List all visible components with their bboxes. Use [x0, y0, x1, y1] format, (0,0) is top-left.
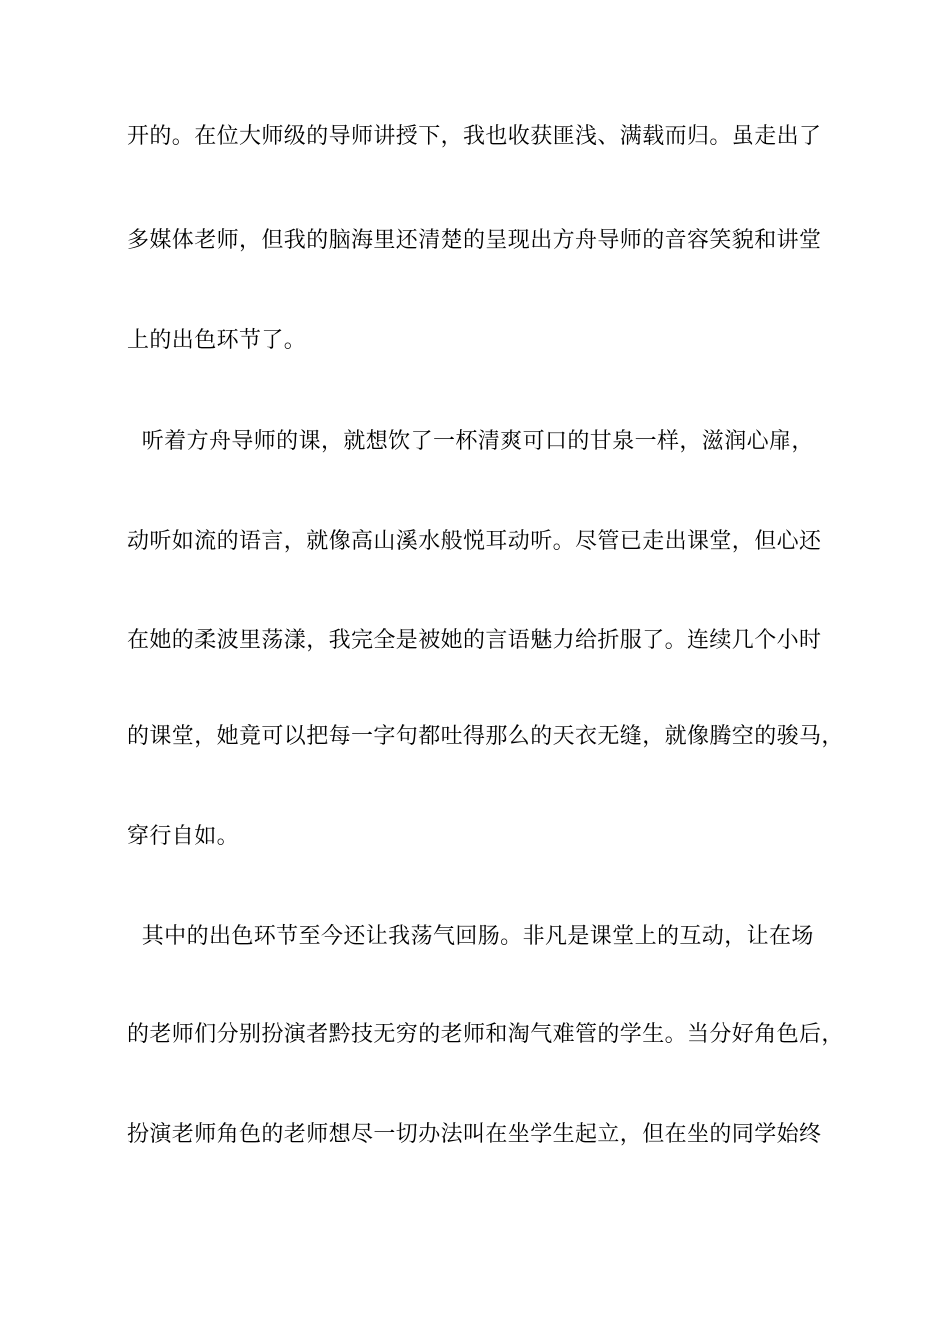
text-line-4: 听着方舟导师的课，就想饮了一杯清爽可口的甘泉一样，滋润心扉，: [127, 429, 814, 454]
text-line-3: 上的出色环节了。: [127, 328, 307, 353]
text-line-1: 开的。在位大师级的导师讲授下，我也收获匪浅、满载而归。虽走出了: [127, 124, 822, 149]
text-line-2: 多媒体老师，但我的脑海里还清楚的呈现出方舟导师的音容笑貌和讲堂: [127, 228, 822, 253]
text-line-9: 其中的出色环节至今还让我荡气回肠。非凡是课堂上的互动，让在场: [127, 924, 814, 949]
text-line-8: 穿行自如。: [127, 824, 240, 849]
text-line-7: 的课堂，她竟可以把每一字句都吐得那么的天衣无缝，就像腾空的骏马，: [127, 724, 844, 749]
text-line-10: 的老师们分别扮演者黔技无穷的老师和淘气难管的学生。当分好角色后，: [127, 1022, 844, 1047]
text-line-5: 动听如流的语言，就像高山溪水般悦耳动听。尽管已走出课堂，但心还: [127, 529, 822, 554]
text-line-11: 扮演老师角色的老师想尽一切办法叫在坐学生起立，但在坐的同学始终: [127, 1122, 822, 1147]
text-line-6: 在她的柔波里荡漾，我完全是被她的言语魅力给折服了。连续几个小时: [127, 628, 822, 653]
